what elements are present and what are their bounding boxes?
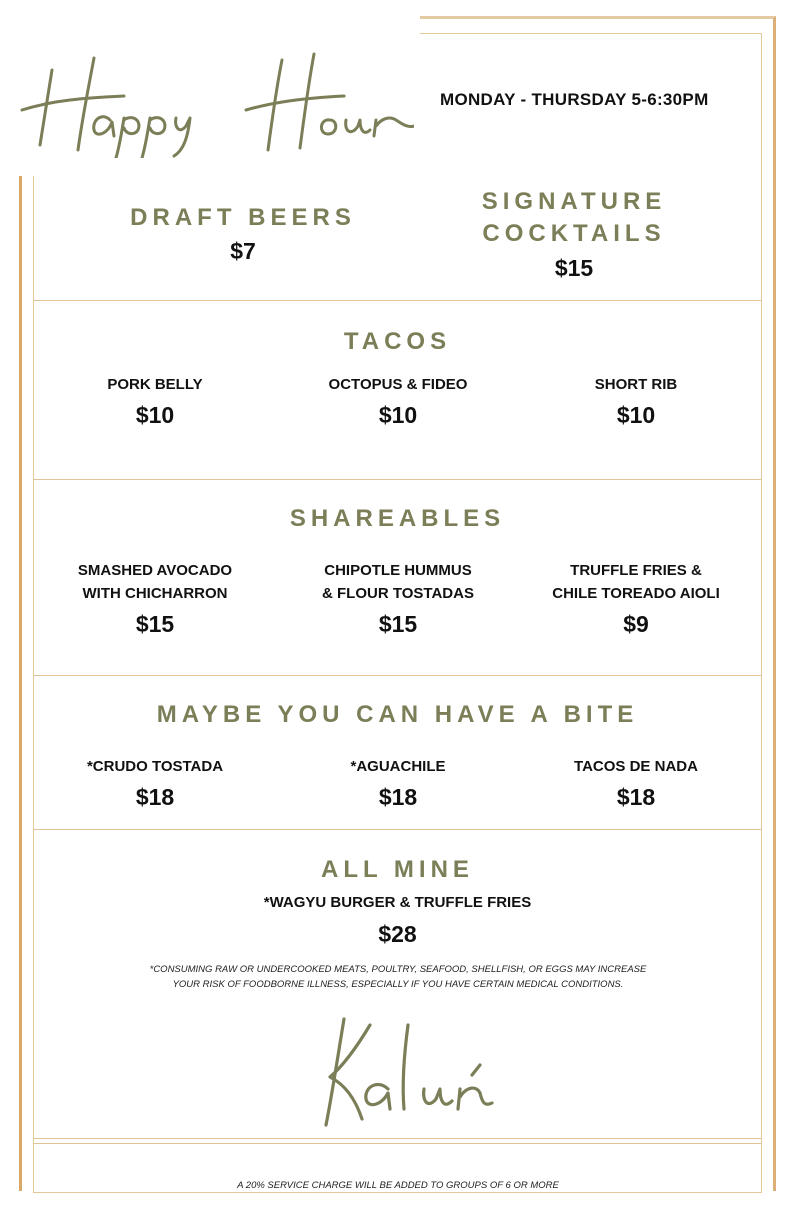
bite-item-name: *AGUACHILE [350, 758, 446, 775]
disclaimer-line1: *CONSUMING RAW OR UNDERCOOKED MEATS, POULTRY, SEAFOOD, SHELLFISH, OR EGGS MAY INCREASE [149, 964, 647, 975]
shareable-item-price: $15 [135, 611, 175, 637]
section-divider [33, 1138, 762, 1139]
signature-cocktails-heading-line2: COCKTAILS [482, 220, 666, 247]
bite-heading: MAYBE YOU CAN HAVE A BITE [156, 701, 639, 728]
happy-hour-script-title [14, 40, 414, 158]
bite-item-name: *CRUDO TOSTADA [86, 758, 224, 775]
section-divider [33, 1143, 762, 1144]
bite-item-price: $18 [378, 784, 418, 810]
section-divider [33, 479, 762, 480]
draft-beers-heading: DRAFT BEERS [130, 204, 356, 231]
shareable-item-name-line1: SMASHED AVOCADO [77, 562, 233, 579]
signature-cocktails-heading-line1: SIGNATURE [481, 188, 667, 215]
shareable-item-price: $15 [378, 611, 418, 637]
happy-hour-times: MONDAY - THURSDAY 5-6:30PM [440, 90, 709, 109]
shareable-item-name-line2: CHILE TOREADO AIOLI [552, 585, 720, 602]
taco-item-name: OCTOPUS & FIDEO [328, 376, 468, 393]
signature-cocktails-price: $15 [554, 255, 594, 281]
shareable-item-name-line1: CHIPOTLE HUMMUS [324, 562, 472, 579]
all-mine-heading: ALL MINE [321, 856, 474, 883]
shareable-item-price: $9 [623, 611, 649, 637]
all-mine-item-name: *WAGYU BURGER & TRUFFLE FRIES [263, 894, 532, 911]
shareable-item-name-line2: WITH CHICHARRON [82, 585, 228, 602]
taco-item-name: PORK BELLY [107, 376, 203, 393]
disclaimer-line2: YOUR RISK OF FOODBORNE ILLNESS, ESPECIALLY IF YOU HAVE CERTAIN MEDICAL CONDITIONS. [172, 979, 624, 990]
section-divider [33, 300, 762, 301]
taco-item-name: SHORT RIB [594, 376, 678, 393]
service-charge-note: A 20% SERVICE CHARGE WILL BE ADDED TO GROUPS OF 6 OR MORE [237, 1180, 559, 1191]
bite-item-name: TACOS DE NADA [574, 758, 698, 775]
bite-item-price: $18 [135, 784, 175, 810]
section-divider [33, 829, 762, 830]
taco-item-price: $10 [135, 402, 175, 428]
bite-item-price: $18 [616, 784, 656, 810]
taco-item-price: $10 [616, 402, 656, 428]
draft-beers-price: $7 [230, 238, 256, 264]
kalua-logo [300, 1005, 500, 1130]
taco-item-price: $10 [378, 402, 418, 428]
shareables-heading: SHAREABLES [289, 505, 506, 532]
food-safety-disclaimer [60, 962, 736, 992]
section-divider [33, 675, 762, 676]
tacos-heading: TACOS [343, 328, 452, 355]
all-mine-item-price: $28 [378, 921, 417, 947]
shareable-item-name-line1: TRUFFLE FRIES & [570, 562, 702, 579]
shareable-item-name-line2: & FLOUR TOSTADAS [322, 585, 474, 602]
